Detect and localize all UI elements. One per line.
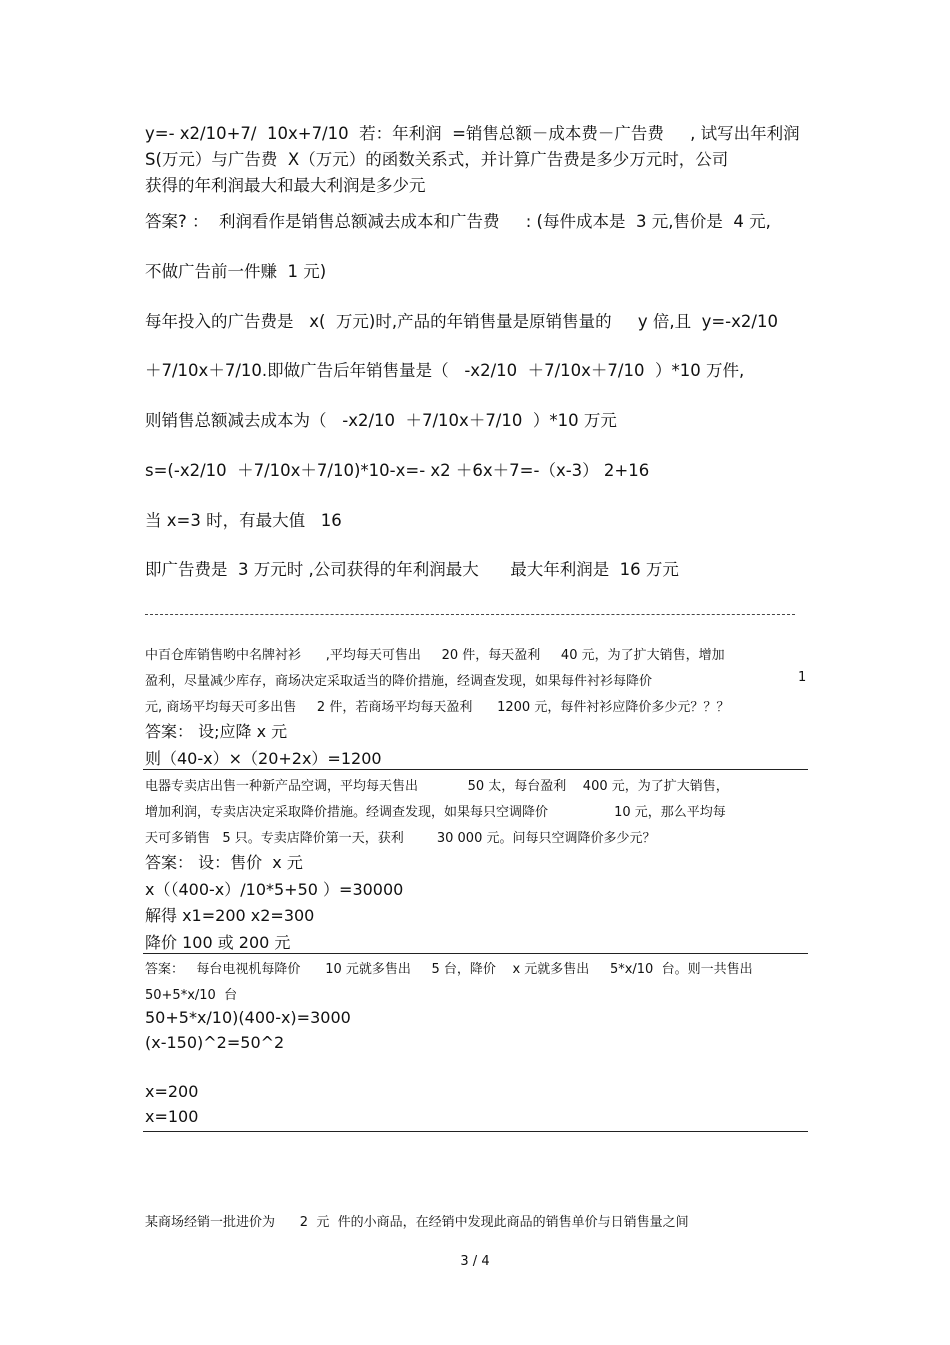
- answer1-line-3: 每年投入的广告费是 x( 万元)时,产品的年销售量是原销售量的 y 倍,且 y=-x2/10: [145, 312, 778, 331]
- answer1-line-2: 不做广告前一件赚 1 元): [145, 262, 327, 281]
- answer1-line-7: 当 x=3 时，有最大值 16: [145, 511, 342, 530]
- problem4-line-1: 答案： 每台电视机每降价 10 元就多售出 5 台，降价 x 元就多售出 5*x/10 台。则一共售出: [145, 962, 753, 977]
- problem2-line-2: 盈利，尽量减少库存，商场决定采取适当的降价措施，经调查发现，如果每件衬衫每降价: [145, 674, 653, 689]
- problem4-answer-4: x=100: [145, 1107, 199, 1126]
- problem2-line-2-end: 1: [798, 670, 807, 685]
- dashed-separator: [145, 614, 795, 615]
- problem2-answer-1: 答案： 设;应降 x 元: [145, 722, 288, 741]
- problem5-line-1: 某商场经销一批进价为 2 元 件的小商品，在经销中发现此商品的销售单价与日销售量之间: [145, 1215, 689, 1230]
- problem3-answer-2: x（（400-x）/10*5+50 ）=30000: [145, 880, 404, 899]
- problem2-line-3: 元, 商场平均每天可多出售 2 件，若商场平均每天盈利 1200 元，每件衬衫应降价多少元？？？: [145, 700, 730, 715]
- problem2-line-1: 中百仓库销售哟中名牌衬衫 ,平均每天可售出 20 件，每天盈利 40 元，为了扩大销售，增加: [145, 648, 725, 663]
- problem4-answer-2: (x-150)^2=50^2: [145, 1033, 285, 1052]
- intro-line-2: S(万元）与广告费 X（万元）的函数关系式，并计算广告费是多少万元时，公司: [145, 150, 729, 169]
- problem3-answer-3: 解得 x1=200 x2=300: [145, 906, 315, 925]
- problem3-line-1: 电器专卖店出售一种新产品空调，平均每天售出 50 太，每台盈利 400 元，为了扩大销售，: [145, 779, 729, 794]
- answer1-line-5: 则销售总额减去成本为（ -x2/10 ＋7/10x＋7/10 ）*10 万元: [145, 411, 617, 430]
- problem2-answer-2: 则（40-x）×（20+2x）=1200: [145, 749, 382, 768]
- problem4-line-2: 50+5*x/10 台: [145, 988, 238, 1003]
- answer1-line-8: 即广告费是 3 万元时 ,公司获得的年利润最大 最大年利润是 16 万元: [145, 560, 679, 579]
- rule-2: [143, 953, 808, 954]
- problem3-line-2: 增加利润，专卖店决定采取降价措施。经调查发现，如果每只空调降价 10 元，那么平均每: [145, 805, 726, 820]
- answer1-line-4: ＋7/10x＋7/10.即做广告后年销售量是（ -x2/10 ＋7/10x＋7/10 ）*10 万件,: [145, 361, 745, 380]
- rule-1: [143, 769, 808, 770]
- answer1-line-6: s=(-x2/10 ＋7/10x＋7/10)*10-x=- x2 ＋6x＋7=-（x-3） 2+16: [145, 461, 650, 480]
- answer1-line-1: 答案? ： 利润看作是销售总额减去成本和广告费 : (每件成本是 3 元,售价是 4 元,: [145, 212, 771, 231]
- intro-line-3: 获得的年利润最大和最大利润是多少元: [145, 176, 426, 195]
- problem3-answer-4: 降价 100 或 200 元: [145, 933, 291, 952]
- page-number: 3 / 4: [460, 1254, 490, 1269]
- problem4-answer-3: x=200: [145, 1082, 199, 1101]
- problem3-answer-1: 答案： 设：售价 x 元: [145, 853, 303, 872]
- intro-line-1: y=- x2/10+7/ 10x+7/10 若：年利润 =销售总额－成本费－广告费 , 试写出年利润: [145, 124, 800, 143]
- rule-3: [143, 1131, 808, 1132]
- problem3-line-3: 天可多销售 5 只。专卖店降价第一天，获利 30 000 元。问每只空调降价多少元？: [145, 831, 656, 846]
- problem4-answer-1: 50+5*x/10)(400-x)=3000: [145, 1008, 351, 1027]
